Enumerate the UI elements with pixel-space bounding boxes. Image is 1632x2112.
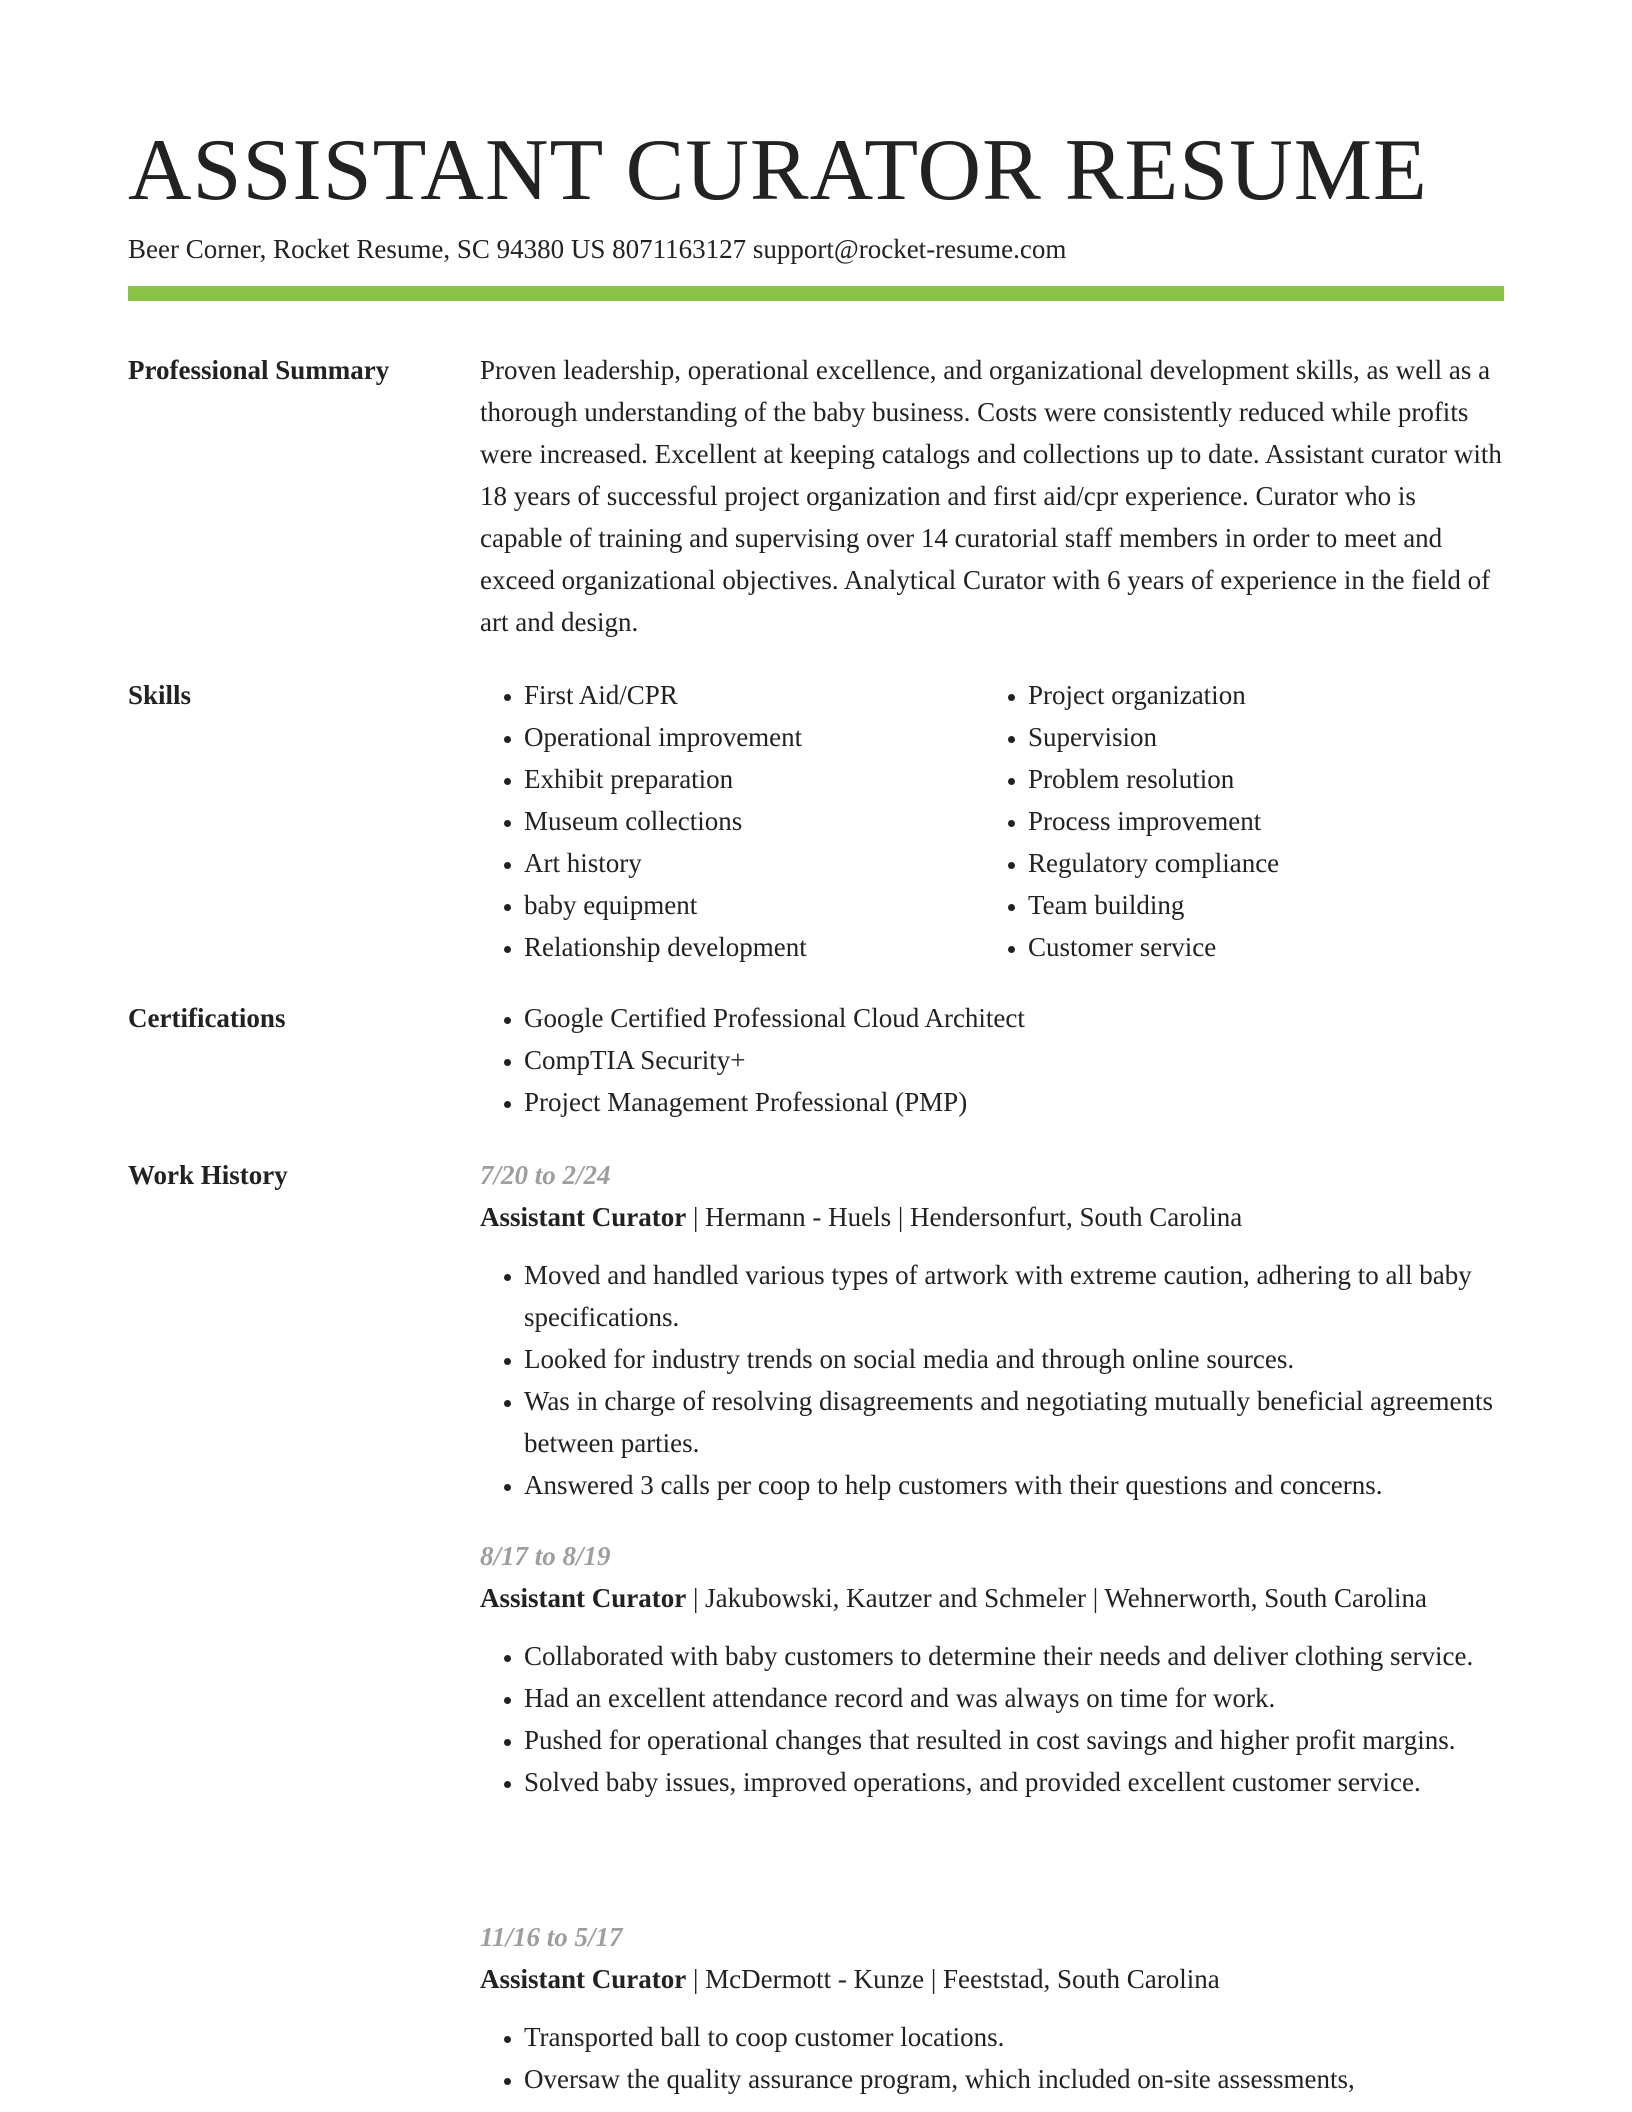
skills-list-1 bbox=[480, 674, 980, 968]
job-bullets bbox=[480, 1254, 1504, 1506]
skill-item: • Operational improvement bbox=[524, 716, 980, 758]
skill-item: • Process improvement bbox=[1028, 800, 1484, 842]
job-employer-location: | Jakubowski, Kautzer and Schmeler | Wehnerworth, South Carolina bbox=[686, 1583, 1427, 1613]
resume-title: ASSISTANT CURATOR RESUME bbox=[128, 122, 1428, 219]
skill-item: • Team building bbox=[1028, 884, 1484, 926]
job-bullet: • Looked for industry trends on social media and through online sources. bbox=[524, 1338, 1504, 1380]
accent-divider bbox=[128, 286, 1504, 301]
contact-line: Beer Corner, Rocket Resume, SC 94380 US 8071163127 support@rocket-resume.com bbox=[128, 234, 1067, 264]
skill-item: • Relationship development bbox=[524, 926, 980, 968]
job-bullets bbox=[480, 1635, 1504, 1803]
job-bullet: • Had an excellent attendance record and was always on time for work. bbox=[524, 1677, 1504, 1719]
job-entry bbox=[480, 1916, 1504, 2100]
job-title-line bbox=[480, 1958, 1504, 2000]
summary-heading: Professional Summary bbox=[128, 355, 390, 385]
skills-heading: Skills bbox=[128, 680, 192, 710]
job-entry bbox=[480, 1535, 1504, 1803]
job-employer-location: | Hermann - Huels | Hendersonfurt, South Carolina bbox=[686, 1202, 1243, 1232]
job-bullets bbox=[480, 2016, 1504, 2100]
job-title-line bbox=[480, 1196, 1504, 1238]
job-title: Assistant Curator bbox=[480, 1202, 687, 1232]
job-bullet: • Transported ball to coop customer locations. bbox=[524, 2016, 1504, 2058]
certification-item: • Google Certified Professional Cloud Architect bbox=[524, 997, 1504, 1039]
job-bullet: • Was in charge of resolving disagreements and negotiating mutually beneficial agreements between parties. bbox=[524, 1380, 1504, 1464]
job-dates: 8/17 to 8/19 bbox=[480, 1541, 611, 1571]
job-dates: 11/16 to 5/17 bbox=[480, 1922, 623, 1952]
summary-text: Proven leadership, operational excellence, and organizational development skills, as well as a thorough understanding of the baby business. Costs were consistently reduced while profits were increased. Excellent at keeping catalogs and collections up to date. Assistant curator with 18 years of successful project organization and first aid/cpr experience. Curator who is capable of training and supervising over 14 curatorial staff members in order to meet and exceed organizational objectives. Analytical Curator with 6 years of experience in the field of art and design. bbox=[480, 355, 1502, 637]
skill-item: • Art history bbox=[524, 842, 980, 884]
skill-item: • Regulatory compliance bbox=[1028, 842, 1484, 884]
job-bullet: • Answered 3 calls per coop to help customers with their questions and concerns. bbox=[524, 1464, 1504, 1506]
skill-item: • First Aid/CPR bbox=[524, 674, 980, 716]
certification-item: • Project Management Professional (PMP) bbox=[524, 1081, 1504, 1123]
certifications-body bbox=[480, 997, 1504, 1123]
skills-column-2 bbox=[984, 674, 1484, 968]
work-history-heading: Work History bbox=[128, 1160, 288, 1190]
skills-list-2 bbox=[984, 674, 1484, 968]
certification-item: • CompTIA Security+ bbox=[524, 1039, 1504, 1081]
job-dates: 7/20 to 2/24 bbox=[480, 1160, 611, 1190]
skill-item: • Problem resolution bbox=[1028, 758, 1484, 800]
skill-item: • Supervision bbox=[1028, 716, 1484, 758]
certifications-heading: Certifications bbox=[128, 1003, 286, 1033]
skill-item: • Customer service bbox=[1028, 926, 1484, 968]
job-employer-location: | McDermott - Kunze | Feeststad, South Carolina bbox=[686, 1964, 1220, 1994]
job-title-line bbox=[480, 1577, 1504, 1619]
job-entry bbox=[480, 1154, 1504, 1506]
skill-item: • Project organization bbox=[1028, 674, 1484, 716]
certifications-list bbox=[480, 997, 1504, 1123]
job-title: Assistant Curator bbox=[480, 1964, 687, 1994]
summary-body bbox=[480, 349, 1504, 643]
skill-item: • baby equipment bbox=[524, 884, 980, 926]
job-bullet: • Solved baby issues, improved operations, and provided excellent customer service. bbox=[524, 1761, 1504, 1803]
job-bullet: • Moved and handled various types of artwork with extreme caution, adhering to all baby specifications. bbox=[524, 1254, 1504, 1338]
job-bullet: • Oversaw the quality assurance program, which included on-site assessments, bbox=[524, 2058, 1504, 2100]
skill-item: • Exhibit preparation bbox=[524, 758, 980, 800]
job-bullet: • Pushed for operational changes that resulted in cost savings and higher profit margins. bbox=[524, 1719, 1504, 1761]
job-bullet: • Collaborated with baby customers to determine their needs and deliver clothing service. bbox=[524, 1635, 1504, 1677]
skill-item: • Museum collections bbox=[524, 800, 980, 842]
skills-column-1 bbox=[480, 674, 980, 968]
job-title: Assistant Curator bbox=[480, 1583, 687, 1613]
